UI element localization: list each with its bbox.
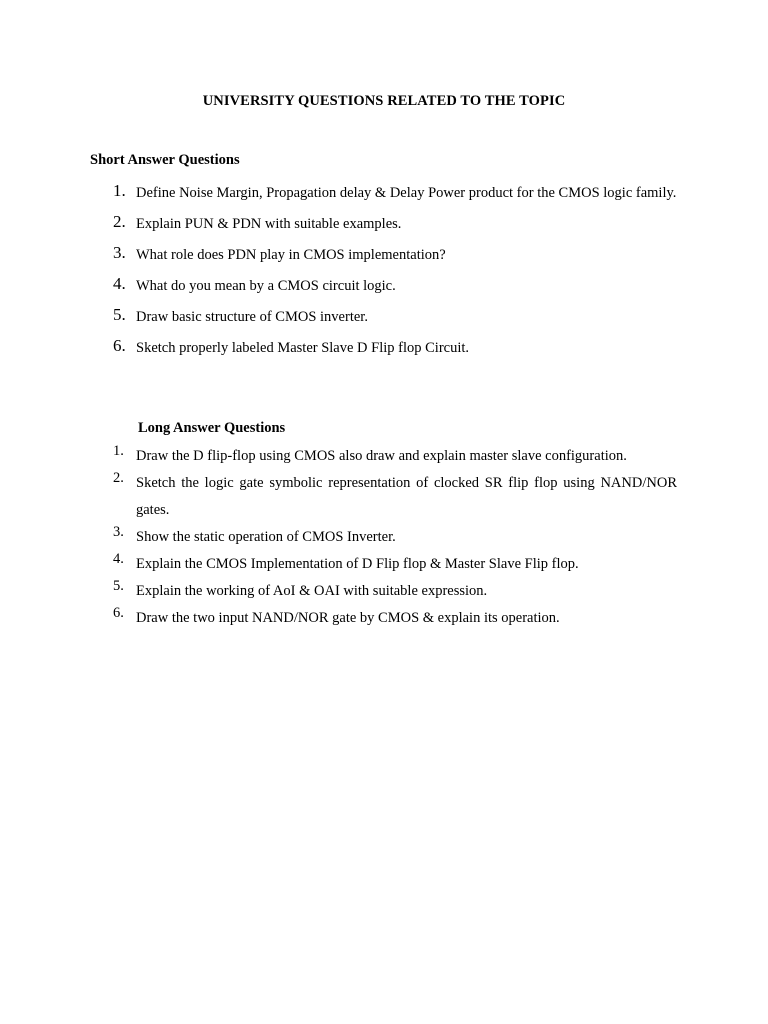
question-item xyxy=(0,211,768,238)
question-number: 2. xyxy=(113,212,126,231)
question-item xyxy=(0,551,768,578)
short-answer-heading: Short Answer Questions xyxy=(90,152,240,168)
question-item xyxy=(0,524,768,551)
question-item xyxy=(0,180,768,207)
question-item xyxy=(0,304,768,331)
question-number: 5. xyxy=(113,305,126,324)
question-text: What role does PDN play in CMOS implementation? xyxy=(136,247,446,263)
question-number: 6. xyxy=(113,605,124,621)
long-answer-list xyxy=(0,443,768,632)
question-item xyxy=(0,578,768,605)
question-text: Define Noise Margin, Propagation delay & Delay Power product for the CMOS logic family. xyxy=(136,185,677,201)
question-number: 5. xyxy=(113,578,124,594)
question-text: Draw basic structure of CMOS inverter. xyxy=(136,309,368,325)
question-text: Explain the working of AoI & OAI with suitable expression. xyxy=(136,583,488,599)
question-item xyxy=(0,443,768,470)
question-number: 3. xyxy=(113,524,124,540)
question-text: Show the static operation of CMOS Inverter. xyxy=(136,529,396,545)
question-number: 1. xyxy=(113,443,124,459)
question-text: Sketch the logic gate symbolic representation of clocked SR flip flop using NAND/NOR gates. xyxy=(136,475,677,518)
question-number: 4. xyxy=(113,274,126,293)
question-item xyxy=(0,242,768,269)
page-title: UNIVERSITY QUESTIONS RELATED TO THE TOPIC xyxy=(202,93,566,109)
question-number: 2. xyxy=(113,470,124,486)
question-text: Explain the CMOS Implementation of D Flip flop & Master Slave Flip flop. xyxy=(136,556,579,572)
long-answer-heading: Long Answer Questions xyxy=(138,420,286,436)
question-item xyxy=(0,335,768,362)
question-text: Draw the two input NAND/NOR gate by CMOS & explain its operation. xyxy=(136,610,560,626)
question-text: Explain PUN & PDN with suitable examples. xyxy=(136,216,402,232)
question-item xyxy=(0,605,768,632)
question-number: 6. xyxy=(113,336,126,355)
question-number: 3. xyxy=(113,243,126,262)
question-item xyxy=(0,273,768,300)
question-number: 4. xyxy=(113,551,124,567)
question-text: Draw the D flip-flop using CMOS also draw and explain master slave configuration. xyxy=(136,448,627,464)
question-text: Sketch properly labeled Master Slave D Flip flop Circuit. xyxy=(136,340,470,356)
question-item xyxy=(0,470,768,524)
question-number: 1. xyxy=(113,181,126,200)
question-text: What do you mean by a CMOS circuit logic. xyxy=(136,278,396,294)
short-answer-list xyxy=(0,180,768,366)
